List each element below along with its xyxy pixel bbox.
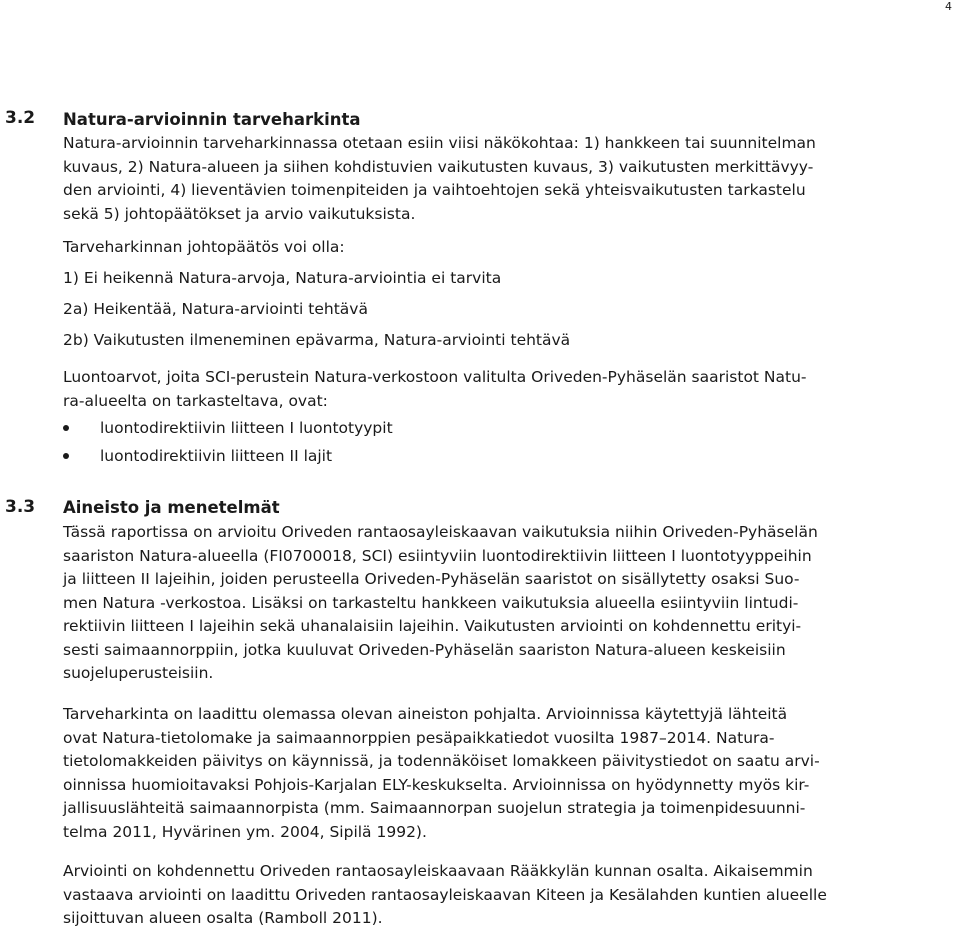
paragraph-line: Natura-arvioinnin tarveharkinnassa otetaan esiin viisi näkökohtaa: 1) hankkeen tai suunnitelman <box>63 134 816 152</box>
option-2b: 2b) Vaikutusten ilmeneminen epävarma, Natura-arviointi tehtävä <box>63 331 571 349</box>
paragraph-line: ra-alueelta on tarkasteltava, ovat: <box>63 391 328 410</box>
section-33-paragraph-3 <box>63 860 943 931</box>
paragraph-line: sekä 5) johtopäätökset ja arvio vaikutuksista. <box>63 204 416 223</box>
paragraph-line: sesti saimaannorppiin, jotka kuuluvat Oriveden-Pyhäselän saariston Natura-alueen keskeisiin <box>63 640 786 659</box>
paragraph-line: Tässä raportissa on arvioitu Oriveden rantaosayleiskaavan vaikutuksia niihin Oriveden-Pyhäselän <box>63 523 818 541</box>
section-32-title: Natura-arvioinnin tarveharkinta <box>63 110 361 129</box>
option-1: 1) Ei heikennä Natura-arvoja, Natura-arviointia ei tarvita <box>63 269 502 287</box>
natura-values-paragraph <box>63 366 943 413</box>
conclusion-label: Tarveharkinnan johtopäätös voi olla: <box>63 238 345 256</box>
paragraph-line: tietolomakkeiden päivitys on käynnissä, ja todennäköiset lomakkeen päivitystiedot on saatu arvi- <box>63 752 820 770</box>
paragraph-line: Arviointi on kohdennettu Oriveden rantaosayleiskaavaan Rääkkylän kunnan osalta. Aikaisemmin <box>63 862 813 880</box>
option-2a: 2a) Heikentää, Natura-arviointi tehtävä <box>63 300 368 318</box>
page-number: 4 <box>945 0 952 13</box>
bullet-icon <box>63 425 69 431</box>
paragraph-line: telma 2011, Hyvärinen ym. 2004, Sipilä 1992). <box>63 822 427 841</box>
paragraph-line: vastaava arviointi on laadittu Oriveden rantaosayleiskaavan Kiteen ja Kesälahden kuntien alueelle <box>63 885 827 904</box>
paragraph-line: Tarveharkinta on laadittu olemassa olevan aineiston pohjalta. Arvioinnissa käytettyjä lähteitä <box>63 705 788 723</box>
paragraph-line: saariston Natura-alueella (FI0700018, SCI) esiintyviin luontodirektiivin liitteen I luontotyyppeihin <box>63 546 812 565</box>
paragraph-line: den arviointi, 4) lieventävien toimenpiteiden ja vaihtoehtojen sekä yhteisvaikutusten tarkastelu <box>63 181 806 199</box>
paragraph-line: oinnissa huomioitavaksi Pohjois-Karjalan ELY-keskukselta. Arvioinnissa on hyödynnetty myös kir- <box>63 775 810 794</box>
paragraph-line: sijoittuvan alueen osalta (Ramboll 2011). <box>63 909 383 927</box>
section-33-title: Aineisto ja menetelmät <box>63 498 280 517</box>
paragraph-line: men Natura -verkostoa. Lisäksi on tarkasteltu hankkeen vaikutuksia alueella esiintyviin lintudi- <box>63 593 799 612</box>
bullet-icon <box>63 453 69 459</box>
paragraph-line: ovat Natura-tietolomake ja saimaannorppien pesäpaikkatiedot vuosilta 1987–2014. Natura- <box>63 728 775 747</box>
section-32-number: 3.2 <box>5 108 36 128</box>
section-32-intro-paragraph <box>63 132 943 226</box>
paragraph-line: Luontoarvot, joita SCI-perustein Natura-verkostoon valitulta Oriveden-Pyhäselän saaristot Natu- <box>63 368 807 386</box>
paragraph-line: kuvaus, 2) Natura-alueen ja siihen kohdistuvien vaikutusten kuvaus, 3) vaikutusten merkittävyy- <box>63 157 814 176</box>
paragraph-line: jallisuuslähteitä saimaannorpista (mm. Saimaannorpan suojelun strategia ja toimenpidesuunni- <box>63 799 806 817</box>
section-33-paragraph-2 <box>63 703 943 844</box>
paragraph-line: rektiivin liitteen I lajeihin sekä uhanalaisiin lajeihin. Vaikutusten arviointi on kohdennettu erityi- <box>63 617 802 635</box>
section-33-number: 3.3 <box>5 497 36 517</box>
paragraph-line: suojeluperusteisiin. <box>63 664 214 682</box>
paragraph-line: ja liitteen II lajeihin, joiden perusteella Oriveden-Pyhäselän saaristot on sisällytetty osaksi Suo- <box>63 570 800 588</box>
section-33-paragraph-1 <box>63 521 943 686</box>
